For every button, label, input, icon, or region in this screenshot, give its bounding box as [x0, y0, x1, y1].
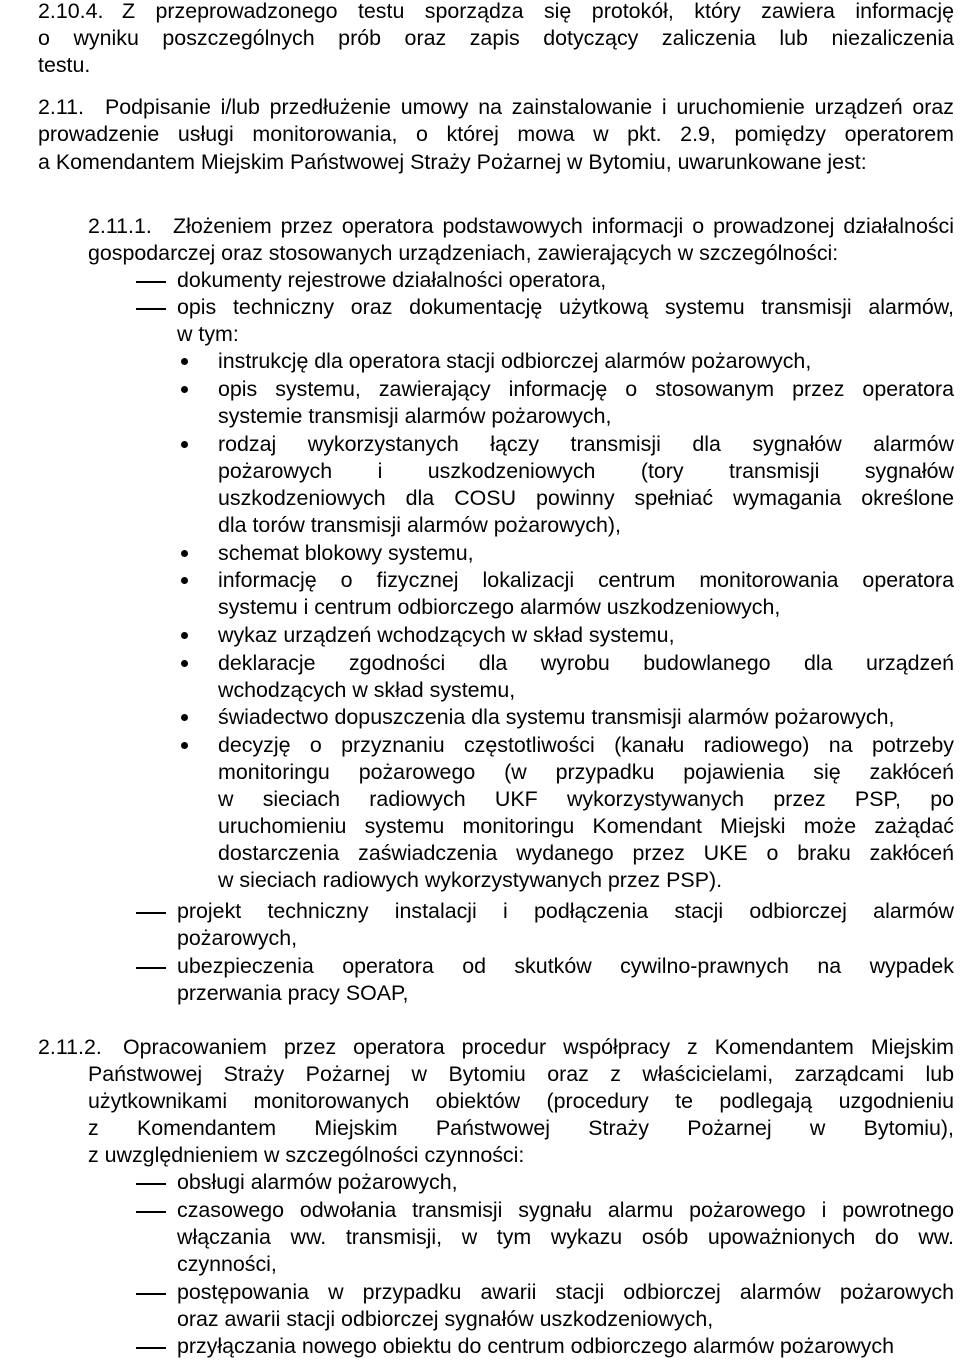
- dash-marker: [136, 1347, 166, 1349]
- list-item-line: czasowego odwołania transmisji sygnału alarmu pożarowego i powrotnego: [177, 1198, 954, 1222]
- list-item-line: w tym:: [177, 322, 239, 346]
- bullet-marker: [181, 660, 188, 667]
- dash-marker: [136, 1211, 166, 1213]
- list-item-line: opis techniczny oraz dokumentację użytkową systemu transmisji alarmów,: [177, 295, 954, 319]
- section-number: 2.11.: [38, 95, 84, 119]
- list-item-line: wykaz urządzeń wchodzących w skład systemu,: [218, 623, 675, 647]
- list-item-line: czynności,: [177, 1252, 277, 1276]
- bullet-marker: [181, 714, 188, 721]
- paragraph-line: Państwowej Straży Pożarnej w Bytomiu oraz z właścicielami, zarządcami lub: [88, 1062, 954, 1086]
- list-item-line: schemat blokowy systemu,: [218, 541, 474, 565]
- list-item-line: uszkodzeniowych dla COSU powinny spełniać wymagania określone: [218, 486, 954, 510]
- paragraph-line: prowadzenie usługi monitorowania, o której mowa w pkt. 2.9, pomiędzy operatorem: [38, 122, 954, 146]
- list-item-line: dostarczenia zaświadczenia wydanego przez UKE o braku zakłóceń: [218, 841, 954, 865]
- bullet-marker: [181, 632, 188, 639]
- list-item-line: ubezpieczenia operatora od skutków cywilno-prawnych na wypadek: [177, 954, 954, 978]
- dash-marker: [136, 1183, 166, 1185]
- paragraph-line: z uwzględnieniem w szczególności czynności:: [88, 1143, 525, 1167]
- list-item-line: pożarowych,: [177, 926, 298, 950]
- bullet-marker: [181, 441, 188, 448]
- list-item-line: deklaracje zgodności dla wyrobu budowlanego dla urządzeń: [218, 651, 954, 675]
- list-item-line: systemu i centrum odbiorczego alarmów uszkodzeniowych,: [218, 595, 781, 619]
- section-number: 2.10.4.: [38, 0, 104, 23]
- dash-marker: [136, 912, 166, 914]
- list-item-line: w sieciach radiowych wykorzystywanych przez PSP).: [218, 868, 723, 892]
- paragraph-line: a Komendantem Miejskim Państwowej Straży Pożarnej w Bytomiu, uwarunkowane jest:: [38, 150, 867, 174]
- list-item-line: instrukcję dla operatora stacji odbiorczej alarmów pożarowych,: [218, 349, 812, 373]
- paragraph-line: użytkownikami monitorowanych obiektów (procedury te podlegają uzgodnieniu: [88, 1089, 954, 1113]
- list-item-line: włączania ww. transmisji, w tym wykazu osób upoważnionych do ww.: [177, 1225, 954, 1249]
- bullet-marker: [181, 386, 188, 393]
- list-item-line: przerwania pracy SOAP,: [177, 981, 409, 1005]
- list-item-line: dla torów transmisji alarmów pożarowych),: [218, 513, 621, 537]
- list-item-line: uruchomieniu systemu monitoringu Komendant Miejski może zażądać: [218, 814, 954, 838]
- list-item-line: monitoringu pożarowego (w przypadku pojawienia się zakłóceń: [218, 760, 954, 784]
- list-item-line: w sieciach radiowych UKF wykorzystywanych przez PSP, po: [218, 787, 954, 811]
- paragraph-line: testu.: [38, 53, 91, 77]
- list-item-line: systemie transmisji alarmów pożarowych,: [218, 404, 612, 428]
- bullet-marker: [181, 577, 188, 584]
- list-item-line: decyzję o przyznaniu częstotliwości (kanału radiowego) na potrzeby: [218, 733, 954, 757]
- paragraph-line: Złożeniem przez operatora podstawowych informacji o prowadzonej działalności: [173, 214, 954, 238]
- list-item-line: wchodzących w skład systemu,: [218, 678, 516, 702]
- paragraph-line: z Komendantem Miejskim Państwowej Straży Pożarnej w Bytomiu),: [88, 1116, 954, 1140]
- list-item-line: dokumenty rejestrowe działalności operatora,: [177, 268, 607, 292]
- list-item-line: rodzaj wykorzystanych łączy transmisji dla sygnałów alarmów: [218, 432, 954, 456]
- list-item-line: świadectwo dopuszczenia dla systemu transmisji alarmów pożarowych,: [218, 705, 895, 729]
- dash-marker: [136, 281, 166, 283]
- dash-marker: [136, 967, 166, 969]
- list-item-line: projekt techniczny instalacji i podłączenia stacji odbiorczej alarmów: [177, 899, 954, 923]
- dash-marker: [136, 308, 166, 310]
- paragraph-line: o wyniku poszczególnych prób oraz zapis dotyczący zaliczenia lub niezaliczenia: [38, 26, 954, 50]
- list-item-line: pożarowych i uszkodzeniowych (tory transmisji sygnałów: [218, 459, 954, 483]
- paragraph-line: Z przeprowadzonego testu sporządza się protokół, który zawiera informację: [122, 0, 954, 23]
- list-item-line: obsługi alarmów pożarowych,: [177, 1170, 458, 1194]
- list-item-line: przyłączania nowego obiektu do centrum odbiorczego alarmów pożarowych: [177, 1334, 894, 1358]
- section-number: 2.11.2.: [38, 1035, 102, 1059]
- paragraph-line: gospodarczej oraz stosowanych urządzeniach, zawierających w szczególności:: [88, 241, 839, 265]
- section-number: 2.11.1.: [88, 214, 152, 238]
- list-item-line: informację o fizycznej lokalizacji centrum monitorowania operatora: [218, 568, 954, 592]
- list-item-line: oraz awarii stacji odbiorczej sygnałów uszkodzeniowych,: [177, 1307, 714, 1331]
- bullet-marker: [181, 742, 188, 749]
- bullet-marker: [181, 550, 188, 557]
- list-item-line: postępowania w przypadku awarii stacji odbiorczej alarmów pożarowych: [177, 1280, 954, 1304]
- bullet-marker: [181, 358, 188, 365]
- dash-marker: [136, 1293, 166, 1295]
- paragraph-line: Opracowaniem przez operatora procedur współpracy z Komendantem Miejskim: [123, 1035, 954, 1059]
- paragraph-line: Podpisanie i/lub przedłużenie umowy na zainstalowanie i uruchomienie urządzeń oraz: [105, 95, 954, 119]
- list-item-line: opis systemu, zawierający informację o stosowanym przez operatora: [218, 377, 954, 401]
